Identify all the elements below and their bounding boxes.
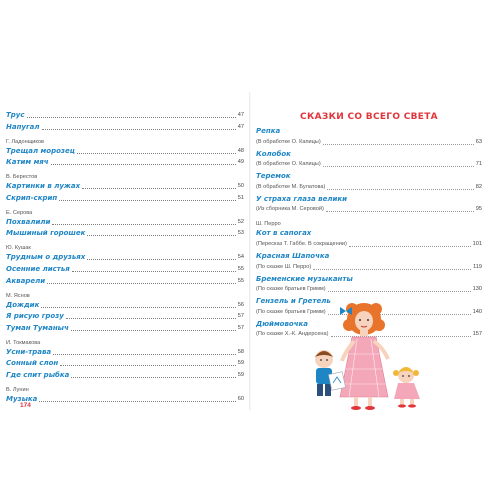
toc-entry-title: Похвалили	[6, 217, 51, 226]
left-author-11: Ю. Кушак	[6, 245, 31, 252]
left-author-2: Г. Ладонщиков	[6, 138, 45, 145]
right-toc-entry-5[interactable]	[256, 183, 482, 192]
left-author-5: В. Берестов	[6, 174, 38, 181]
page-number: 174	[20, 402, 31, 409]
toc-entry-title: Где спит рыбка	[6, 370, 70, 379]
toc-entry-page: 49	[237, 159, 244, 166]
dot-leader	[323, 166, 474, 167]
left-toc-entry-17[interactable]	[6, 311, 244, 321]
dot-leader	[39, 401, 235, 402]
toc-entry-page: 59	[237, 360, 244, 367]
toc-entry-page: 48	[237, 147, 244, 154]
dot-leader	[72, 271, 236, 272]
left-author-23: В. Лунин	[6, 386, 29, 393]
left-toc-entry-3[interactable]	[6, 146, 244, 156]
toc-entry-page: 63	[475, 138, 482, 145]
toc-entry-page: 157	[472, 331, 482, 338]
left-toc-entry-1[interactable]	[6, 122, 244, 132]
left-toc-entry-0[interactable]	[6, 110, 244, 120]
right-toc-entry-10[interactable]	[256, 240, 482, 249]
right-toc-entry-6[interactable]	[256, 194, 482, 204]
toc-entry-title: (В обработке М. Булатова)	[256, 183, 326, 190]
dot-leader	[60, 365, 236, 366]
toc-entry-title: (По сказке Ш. Перро)	[256, 263, 312, 270]
toc-entry-page: 130	[472, 286, 482, 293]
toc-entry-title: Усни-трава	[6, 347, 52, 356]
left-toc-entry-9[interactable]	[6, 217, 244, 227]
left-toc-entry-18[interactable]	[6, 323, 244, 333]
dot-leader	[51, 164, 236, 165]
right-author-8: Ш. Перро	[256, 221, 281, 228]
left-author-19: И. Токмакова	[6, 339, 41, 346]
book-spine	[249, 92, 251, 410]
toc-entry-title: Красная Шапочка	[256, 251, 330, 260]
left-toc-entry-12[interactable]	[6, 252, 244, 262]
toc-entry-title: Напугал	[6, 122, 40, 131]
toc-entry-title: (По сказке Х.-К. Андерсена)	[256, 331, 329, 338]
left-toc-entry-7[interactable]	[6, 193, 244, 203]
right-toc-entry-11[interactable]	[256, 251, 482, 261]
toc-entry-title: Музыка	[6, 394, 38, 403]
toc-entry-title: (Из сборника М. Серовой)	[256, 206, 324, 213]
toc-entry-title: (В обработке О. Капицы)	[256, 138, 321, 145]
toc-entry-title: Дюймовочка	[256, 319, 308, 328]
toc-entry-page: 53	[237, 230, 244, 237]
right-toc-entry-12[interactable]	[256, 263, 482, 272]
dot-leader	[71, 377, 235, 378]
dot-leader	[41, 307, 235, 308]
left-toc-entry-14[interactable]	[6, 276, 244, 286]
dot-leader	[77, 153, 236, 154]
right-toc-entry-2[interactable]	[256, 149, 482, 159]
dot-leader	[53, 354, 236, 355]
toc-entry-title: Теремок	[256, 172, 291, 181]
section-heading: СКАЗКИ СО ВСЕГО СВЕТА	[300, 112, 438, 122]
dot-leader	[326, 211, 474, 212]
right-toc-entry-13[interactable]	[256, 274, 482, 284]
dot-leader	[313, 269, 471, 270]
left-toc-entry-16[interactable]	[6, 300, 244, 310]
left-toc-entry-21[interactable]	[6, 358, 244, 368]
toc-entry-title: Трещал морозец	[6, 146, 75, 155]
toc-entry-title: Скрип-скрип	[6, 193, 58, 202]
dot-leader	[82, 188, 236, 189]
toc-entry-title: (По сказке братьев Гримм)	[256, 286, 326, 293]
toc-entry-title: Трус	[6, 111, 25, 119]
toc-entry-page: 50	[237, 183, 244, 190]
toc-entry-title: Бременские музыканты	[256, 274, 353, 283]
toc-entry-page: 56	[237, 301, 244, 308]
left-page-toc	[6, 110, 244, 406]
dot-leader	[87, 235, 235, 236]
left-toc-entry-10[interactable]	[6, 228, 244, 238]
toc-entry-title: Кот в сапогах	[256, 229, 312, 238]
dot-leader	[349, 246, 471, 247]
right-toc-entry-3[interactable]	[256, 160, 482, 169]
dot-leader	[52, 224, 235, 225]
toc-entry-title: Осенние листья	[6, 264, 70, 273]
right-toc-entry-9[interactable]	[256, 228, 482, 238]
toc-entry-page: 119	[473, 263, 482, 270]
toc-entry-page: 55	[237, 277, 244, 284]
dot-leader	[59, 200, 236, 201]
right-toc-entry-14[interactable]	[256, 285, 482, 294]
toc-entry-page: 54	[237, 254, 244, 261]
toc-entry-title: У страха глаза велики	[256, 194, 348, 203]
toc-entry-page: 57	[237, 324, 244, 331]
toc-entry-title: Дождик	[6, 300, 40, 309]
toc-entry-title: Трудным о друзьях	[6, 253, 86, 262]
toc-entry-page: 57	[237, 313, 244, 320]
toc-entry-page: 58	[237, 348, 244, 355]
toc-entry-page: 82	[475, 183, 482, 190]
toc-entry-title: (По сказке братьев Гримм)	[256, 308, 326, 315]
left-toc-entry-4[interactable]	[6, 157, 244, 167]
dot-leader	[71, 330, 236, 331]
left-author-15: М. Яснов	[6, 292, 30, 299]
toc-entry-title: Акварели	[6, 276, 46, 285]
dot-leader	[328, 291, 471, 292]
right-toc-entry-0[interactable]	[256, 126, 482, 136]
toc-entry-page: 71	[475, 161, 482, 168]
dot-leader	[66, 318, 236, 319]
toc-entry-title: Репка	[256, 127, 281, 135]
toc-entry-page: 95	[475, 206, 482, 213]
left-toc-entry-6[interactable]	[6, 181, 244, 191]
left-author-8: Е. Серова	[6, 209, 33, 216]
left-toc-entry-22[interactable]	[6, 370, 244, 380]
toc-entry-title: (В обработке О. Капицы)	[256, 161, 321, 168]
dot-leader	[42, 129, 236, 130]
toc-entry-title: Катим мяч	[6, 158, 49, 167]
dot-leader	[27, 117, 236, 118]
toc-entry-page: 47	[237, 112, 244, 118]
mother-and-children-illustration	[302, 299, 442, 411]
dot-leader	[327, 189, 473, 190]
toc-entry-page: 101	[472, 240, 482, 247]
toc-entry-title: Мышиный горошек	[6, 229, 86, 238]
right-toc-entry-7[interactable]	[256, 205, 482, 214]
toc-entry-page: 55	[237, 265, 244, 272]
left-toc-entry-20[interactable]	[6, 347, 244, 357]
right-toc-entry-4[interactable]	[256, 171, 482, 181]
toc-entry-page: 51	[237, 194, 244, 201]
toc-entry-title: Гензель и Гретель	[256, 297, 331, 306]
toc-entry-title: Я рисую грозу	[6, 312, 64, 321]
dot-leader	[47, 283, 236, 284]
toc-entry-title: Туман Туманыч	[6, 323, 69, 332]
toc-entry-title: Сонный слон	[6, 359, 59, 368]
right-toc-entry-1[interactable]	[256, 138, 482, 147]
toc-entry-title: Колобок	[256, 149, 291, 158]
left-toc-entry-24[interactable]	[6, 394, 244, 404]
toc-entry-title: (Пересказ Т. Габбе. В сокращении)	[256, 240, 347, 247]
book-spread	[0, 92, 500, 410]
dot-leader	[323, 144, 474, 145]
toc-entry-page: 47	[237, 123, 244, 130]
toc-entry-page: 140	[472, 308, 482, 315]
dot-leader	[87, 259, 235, 260]
toc-entry-page: 52	[237, 218, 244, 225]
toc-entry-title: Картинки в лужах	[6, 182, 81, 191]
left-toc-entry-13[interactable]	[6, 264, 244, 274]
toc-entry-page: 59	[237, 371, 244, 378]
toc-entry-page: 60	[237, 395, 244, 402]
